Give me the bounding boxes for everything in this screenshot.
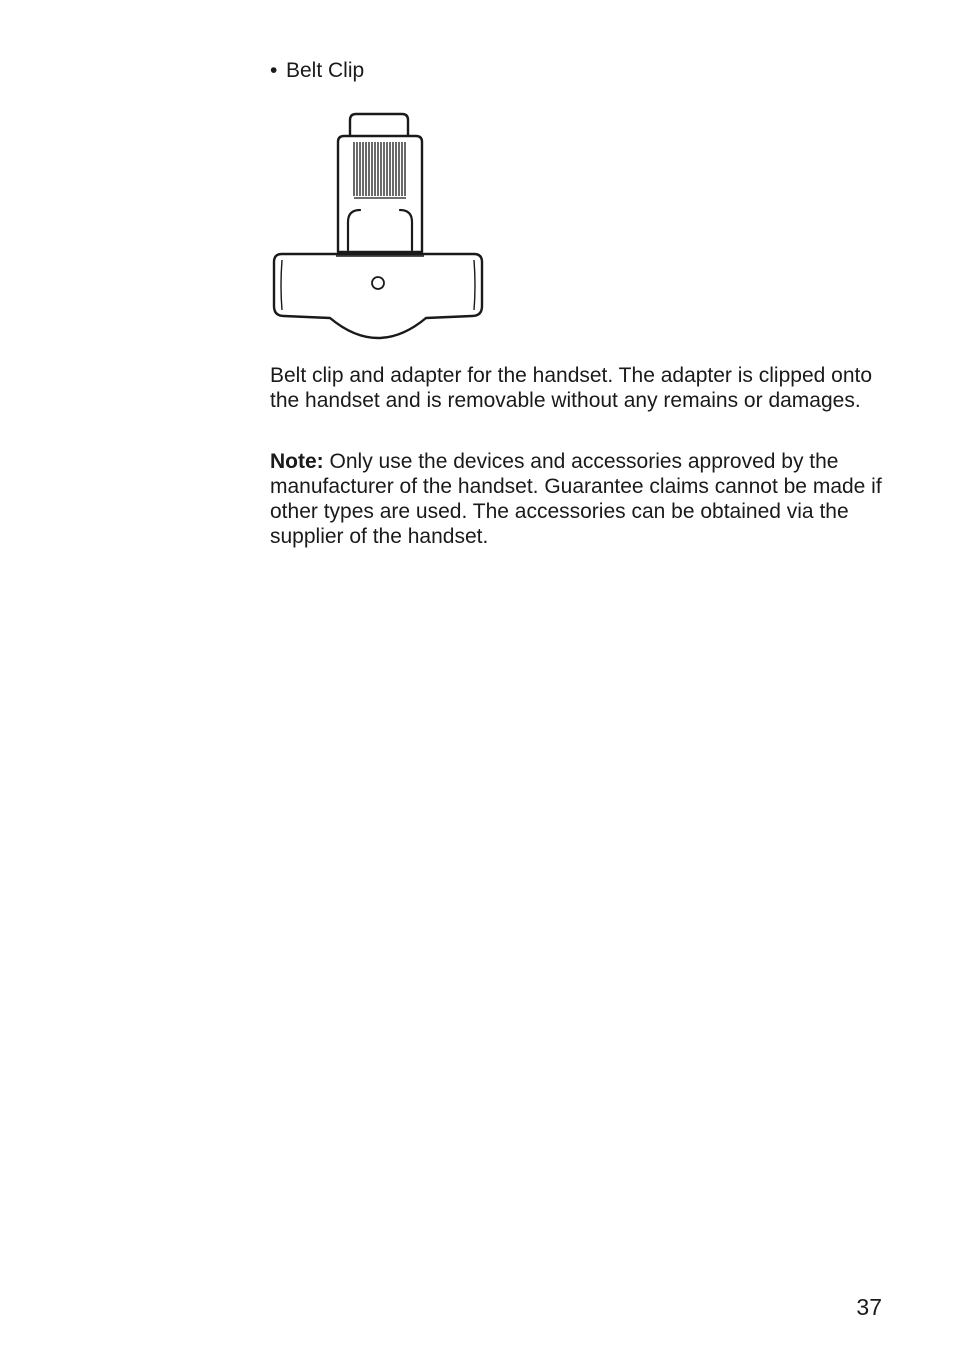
belt-clip-adapter-drawing-icon: [268, 110, 488, 346]
note-paragraph: [270, 449, 890, 549]
note-label: Note:: [270, 450, 324, 473]
bullet-dot: •: [270, 59, 278, 82]
belt-clip-description: Belt clip and adapter for the handset. The adapter is clipped onto the handset and is removable without any remains or damages.: [270, 364, 873, 412]
accessory-name: Belt Clip: [286, 59, 365, 82]
accessory-bullet-item: [270, 58, 364, 84]
note-text: Only use the devices and accessories approved by the manufacturer of the handset. Guarantee claims cannot be made if other types are used. The accessories can be obtained via the supplier of the handset.: [270, 450, 882, 548]
page-number: 37: [856, 1294, 882, 1320]
